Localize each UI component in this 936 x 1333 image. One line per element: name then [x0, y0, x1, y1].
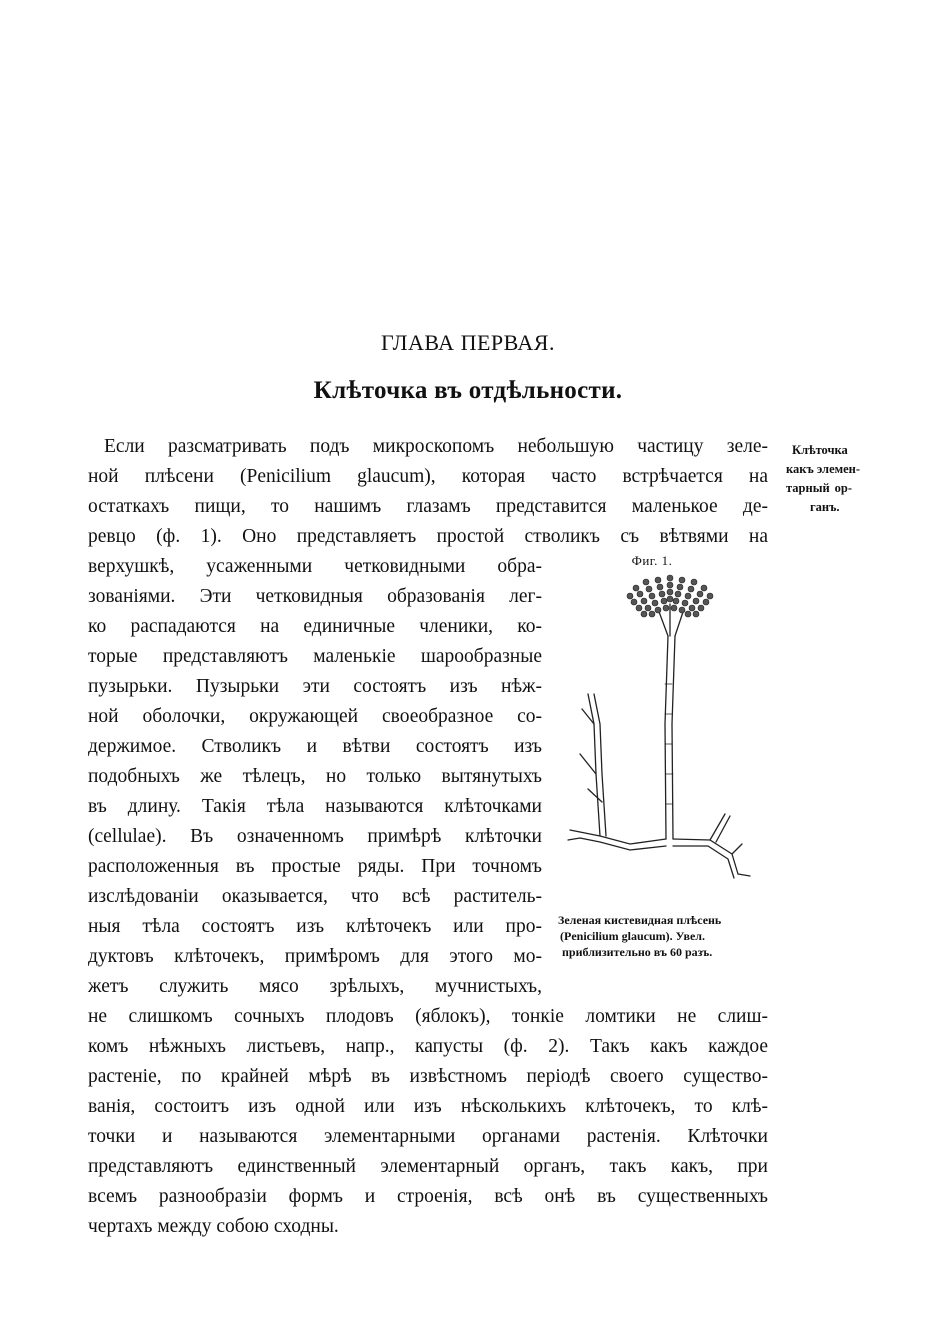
text-line: представляютъ единственный элементарный органъ, такъ какъ, при — [88, 1156, 768, 1177]
margin-note — [786, 441, 876, 517]
text-line: всемъ разнообразіи формъ и строенія, всѣ онѣ въ существенныхъ — [88, 1186, 768, 1207]
text-line: точки и называются элементарными органами растенія. Клѣточки — [88, 1126, 768, 1147]
text-line: торые представляютъ маленькіе шарообразные — [88, 646, 542, 667]
text-line: не слишкомъ сочныхъ плодовъ (яблокъ), тонкіе ломтики не слиш- — [88, 1006, 768, 1027]
text-line: дуктовъ клѣточекъ, примѣромъ для этого мо- — [88, 946, 542, 967]
text-line: ревцо (ф. 1). Оно представляетъ простой стволикъ съ вѣтвями на — [88, 526, 768, 547]
caption-line: Зеленая кистевидная плѣсень — [558, 913, 722, 927]
text-line: чертахъ между собою сходны. — [88, 1216, 339, 1237]
text-line: расположенныя въ простые ряды. При точномъ — [88, 856, 542, 877]
text-line: ной плѣсени (Penicilium glaucum), которая часто встрѣчается на — [88, 466, 768, 487]
caption-line: (Penicilium glaucum). Увел. — [560, 929, 706, 943]
text-line: зованіями. Эти четковидныя образованія лег- — [88, 586, 542, 607]
margin-note-line: ганъ. — [810, 500, 840, 514]
text-line: изслѣдованіи оказывается, что всѣ раститель- — [88, 886, 542, 907]
text-line: жетъ служить мясо зрѣлыхъ, мучнистыхъ, — [88, 976, 542, 997]
text-line: комъ нѣжныхъ листьевъ, напр., капусты (ф. 2). Такъ какъ каждое — [88, 1036, 768, 1057]
text-line: верхушкѣ, усаженными четковидными обра- — [88, 556, 542, 577]
caption-line: приблизительно въ 60 разъ. — [562, 945, 713, 959]
margin-note-line: Клѣточка — [792, 443, 848, 457]
text-line: подобныхъ же тѣлецъ, но только вытянутыхъ — [88, 766, 542, 787]
figure-label: Фиг. 1. — [631, 553, 673, 568]
mold-illustration — [560, 574, 760, 910]
text-line: ныя тѣла состоятъ изъ клѣточекъ или про- — [88, 916, 542, 937]
figure-caption — [558, 912, 784, 960]
text-line: ко распадаются на единичные членики, ко- — [88, 616, 542, 637]
text-line: ной оболочки, окружающей своеобразное со- — [88, 706, 542, 727]
text-line: (cellulae). Въ означенномъ примѣрѣ клѣточки — [88, 826, 542, 847]
text-line: въ длину. Такія тѣла называются клѣточками — [88, 796, 542, 817]
text-line: остаткахъ пищи, то нашимъ глазамъ представится маленькое де- — [88, 496, 768, 517]
margin-note-line: тарный ор- — [786, 481, 852, 495]
text-line: Если разсматривать подъ микроскопомъ небольшую частицу зеле- — [104, 436, 768, 457]
text-line: ванія, состоитъ изъ одной или изъ нѣсколькихъ клѣточекъ, то клѣ- — [88, 1096, 768, 1117]
chapter-heading: ГЛАВА ПЕРВАЯ. — [381, 330, 555, 355]
text-line: растеніе, по крайней мѣрѣ въ извѣстномъ періодѣ своего существо- — [88, 1066, 768, 1087]
text-line: держимое. Стволикъ и вѣтви состоятъ изъ — [88, 736, 542, 757]
margin-note-line: какъ элемен- — [786, 462, 861, 476]
section-title: Клѣточка въ отдѣльности. — [313, 377, 623, 404]
text-line: пузырьки. Пузырьки эти состоятъ изъ нѣж- — [88, 676, 542, 697]
